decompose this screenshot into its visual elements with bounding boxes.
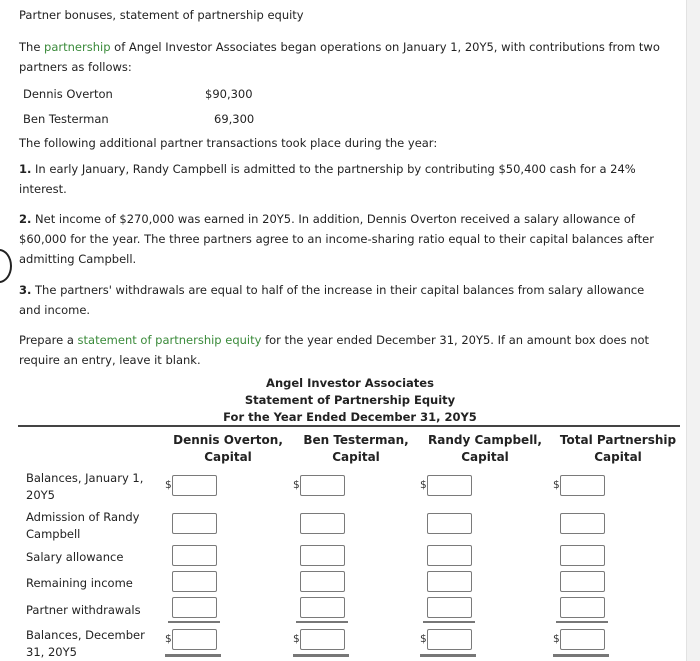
item-2: 2. Net income of $270,000 was earned in 20Y5. In addition, Dennis Overton received a salary allowance of $60,000 for the year. The three partners agree to an income-sharing ratio equal to their capital balances after admitting Campbell. <box>19 212 654 266</box>
input-remaining-randy[interactable] <box>427 571 472 592</box>
statement-of-partnership-equity-link[interactable]: statement of partnership equity <box>77 333 262 347</box>
input-balances-jan-randy[interactable] <box>427 475 472 496</box>
input-withdrawals-dennis[interactable] <box>172 597 217 618</box>
intro-paragraph: The partnership of Angel Investor Associates began operations on January 1, 20Y5, with contributions from two partners as follows: <box>19 40 660 74</box>
input-balances-dec-total[interactable] <box>560 629 605 650</box>
column-header-dennis: Dennis Overton, Capital <box>173 433 283 464</box>
column-header-total: Total Partnership Capital <box>559 433 677 464</box>
input-remaining-total[interactable] <box>560 571 605 592</box>
subtotal-rule <box>168 621 220 623</box>
input-salary-randy[interactable] <box>427 545 472 566</box>
row-label-withdrawals: Partner withdrawals <box>26 603 141 617</box>
dollar-sign: $ <box>165 479 172 491</box>
statement-company: Angel Investor Associates <box>266 376 434 390</box>
column-header-randy: Randy Campbell, Capital <box>428 433 542 464</box>
subtotal-rule <box>556 621 608 623</box>
input-admission-randy[interactable] <box>427 513 472 534</box>
contribution-amount-1: $90,300 <box>205 87 253 101</box>
row-label-remaining: Remaining income <box>26 576 133 590</box>
input-salary-dennis[interactable] <box>172 545 217 566</box>
dollar-sign: $ <box>420 633 427 645</box>
total-double-rule <box>165 654 221 657</box>
input-salary-ben[interactable] <box>300 545 345 566</box>
total-double-rule <box>553 654 609 657</box>
input-balances-jan-total[interactable] <box>560 475 605 496</box>
row-label-admission: Admission of Randy Campbell <box>26 510 140 541</box>
dollar-sign: $ <box>553 479 560 491</box>
input-balances-dec-dennis[interactable] <box>172 629 217 650</box>
dollar-sign: $ <box>420 479 427 491</box>
input-withdrawals-randy[interactable] <box>427 597 472 618</box>
input-balances-dec-randy[interactable] <box>427 629 472 650</box>
dollar-sign: $ <box>293 633 300 645</box>
partnership-link[interactable]: partnership <box>44 40 111 54</box>
input-admission-ben[interactable] <box>300 513 345 534</box>
column-header-ben: Ben Testerman, Capital <box>303 433 409 464</box>
header-rule <box>18 425 680 427</box>
subtotal-rule <box>296 621 348 623</box>
subtotal-rule <box>423 621 475 623</box>
contribution-amount-2: 69,300 <box>214 112 255 126</box>
statement-name: Statement of Partnership Equity <box>244 393 456 407</box>
contribution-name-1: Dennis Overton <box>23 87 113 101</box>
additional-transactions-text: The following additional partner transactions took place during the year: <box>19 136 438 150</box>
input-balances-dec-ben[interactable] <box>300 629 345 650</box>
step-marker <box>0 249 12 283</box>
input-admission-dennis[interactable] <box>172 513 217 534</box>
row-label-balances-dec: Balances, December 31, 20Y5 <box>26 628 145 659</box>
dollar-sign: $ <box>553 633 560 645</box>
input-balances-jan-dennis[interactable] <box>172 475 217 496</box>
scrollbar[interactable] <box>686 0 700 661</box>
input-admission-total[interactable] <box>560 513 605 534</box>
total-double-rule <box>420 654 476 657</box>
dollar-sign: $ <box>293 479 300 491</box>
prepare-paragraph: Prepare a statement of partnership equity for the year ended December 31, 20Y5. If an amount box does not require an entry, leave it blank. <box>19 333 650 367</box>
row-label-balances-jan: Balances, January 1, 20Y5 <box>26 471 144 502</box>
total-double-rule <box>293 654 349 657</box>
input-balances-jan-ben[interactable] <box>300 475 345 496</box>
item-1: 1. In early January, Randy Campbell is admitted to the partnership by contributing $50,400 cash for a 24% interest. <box>19 162 636 196</box>
input-remaining-ben[interactable] <box>300 571 345 592</box>
row-label-salary: Salary allowance <box>26 550 124 564</box>
statement-period: For the Year Ended December 31, 20Y5 <box>223 410 477 424</box>
dollar-sign: $ <box>165 633 172 645</box>
contribution-name-2: Ben Testerman <box>23 112 109 126</box>
input-withdrawals-total[interactable] <box>560 597 605 618</box>
page-title: Partner bonuses, statement of partnership equity <box>19 8 304 22</box>
input-salary-total[interactable] <box>560 545 605 566</box>
input-withdrawals-ben[interactable] <box>300 597 345 618</box>
item-3: 3. The partners' withdrawals are equal to half of the increase in their capital balances from salary allowance and income. <box>19 283 645 317</box>
input-remaining-dennis[interactable] <box>172 571 217 592</box>
